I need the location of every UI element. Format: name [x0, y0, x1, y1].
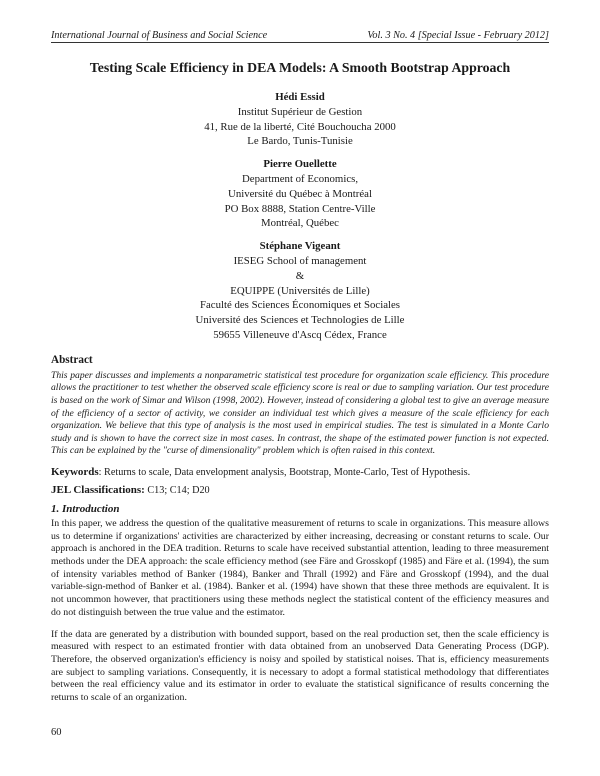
affiliation-line: EQUIPPE (Universités de Lille) — [230, 284, 370, 297]
paper-title: Testing Scale Efficiency in DEA Models: A Smooth Bootstrap Approach — [89, 60, 511, 75]
body-paragraph: If the data are generated by a distribution with bounded support, based on the real production set, then the scale efficiency is measured with respect to an estimated frontier with data obtained from an unobserved Data Generating Process (DGP). Therefore, the observed organization's efficiency is noisy and spoiled by statistical noises. That is, efficiency measurements are subject to sampling variations. Consequently, it is necessary to adopt a formal statistical methodology that differentiates between the real efficiency value and its estimator in order to evaluate the statistical significance of results concerning the returns to scale of an organization. — [51, 628, 549, 704]
affiliation-line: PO Box 8888, Station Centre-Ville — [224, 202, 376, 215]
author-block — [51, 239, 549, 343]
issue-info: Vol. 3 No. 4 [Special Issue - February 2012] — [367, 30, 549, 41]
page — [51, 30, 549, 714]
affiliation-line: Faculté des Sciences Économiques et Sociales — [200, 299, 400, 312]
introduction-heading: 1. Introduction — [51, 502, 120, 515]
affiliation-line: 59655 Villeneuve d'Ascq Cédex, France — [213, 328, 387, 341]
jel-text: C13; C14; D20 — [144, 484, 210, 496]
abstract-text: This paper discusses and implements a nonparametric statistical test procedure for organization scale efficiency. This procedure allows the practitioner to test whether the observed scale efficiency score is real or due to sampling variation. Our test procedure is based on the work of Simar and Wilson (1998, 2002). However, instead of considering a global test to give an average measure of the efficiency of a sector of activity, we consider an individual test which gives a measure of the scale efficiency for each organization. We believe that this type of analysis is the most used in empirical studies. The test is simulated in a Monte Carlo study and is shown to have the correct size in most cases. In contrast, the shape of the estimated power function is not expected. This can be explained by the "curse of dimensionality" problem which is often raised in this context. — [51, 369, 549, 457]
affiliation-line: & — [295, 269, 305, 282]
affiliation-line: Institut Supérieur de Gestion — [237, 105, 363, 118]
author-block — [51, 157, 549, 231]
jel-line — [51, 484, 549, 496]
affiliation-line: Université du Québec à Montréal — [228, 187, 372, 200]
affiliation-line: IESEG School of management — [233, 254, 367, 267]
body-paragraph: In this paper, we address the question of the qualitative measurement of returns to scale in organizations. This measure allows us to determine if organizations' activities are characterized by either increasing, decreasing or constant returns to scale. Our approach is anchored in the DEA tradition. Returns to scale have received substantial attention, leading to three measurement methods under the DEA approach: the scale efficiency method (see Färe and Grosskopf (1985) and Färe et al. (1994), the sum of intensity variables method of Banker (1984), Banker and Thrall (1992) and Färe and Grosskopf (1994), and the dual variable-sign-method of Banker et al. (1984). Banker et al. (1994) have shown that these three methods are equivalent. It is not uncommon however, that practitioners using these methods neglect the statistical content of the efficiency measures and do not distinguish between the true value and the estimator. — [51, 517, 549, 618]
journal-name: International Journal of Business and Social Science — [51, 30, 268, 41]
keywords-label: Keywords — [51, 465, 99, 478]
affiliation-line: Montréal, Québec — [261, 217, 339, 230]
affiliation-line: Department of Economics, — [241, 172, 359, 185]
affiliation-line: Université des Sciences et Technologies de Lille — [195, 314, 405, 327]
affiliation-line: Le Bardo, Tunis-Tunisie — [247, 135, 353, 148]
jel-label: JEL Classifications: — [51, 483, 145, 496]
author-name: Hédi Essid — [275, 91, 325, 103]
author-name: Stéphane Vigeant — [259, 240, 341, 253]
keywords-text: : Returns to scale, Data envelopment analysis, Bootstrap, Monte-Carlo, Test of Hypothesis. — [98, 466, 471, 478]
running-header — [51, 30, 549, 43]
keywords-line — [51, 466, 549, 478]
author-block — [51, 90, 549, 149]
page-number: 60 — [51, 727, 62, 738]
author-name: Pierre Ouellette — [263, 158, 337, 171]
abstract-heading: Abstract — [51, 353, 93, 366]
affiliation-line: 41, Rue de la liberté, Cité Bouchoucha 2000 — [204, 120, 396, 133]
